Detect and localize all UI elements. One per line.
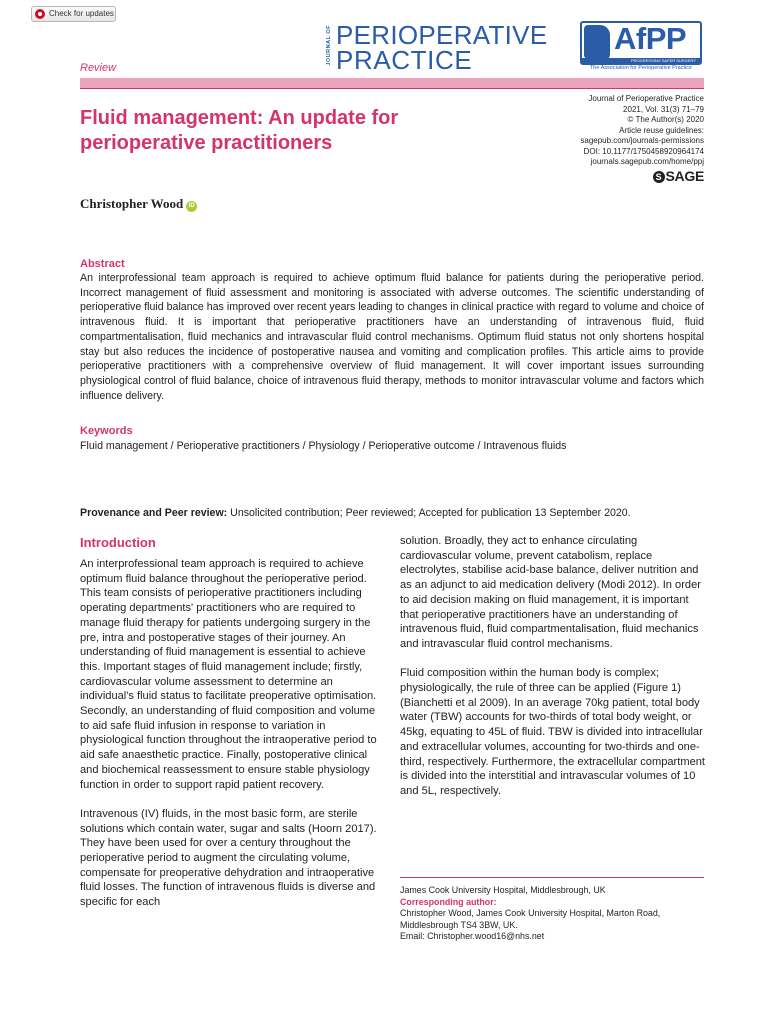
publication-meta: [484, 94, 704, 168]
article-title: Fluid management: An update for perioperative practitioners: [80, 107, 399, 154]
institution: James Cook University Hospital, Middlesbrough, UK: [400, 885, 606, 895]
provenance-label: Provenance and Peer review:: [80, 507, 228, 519]
permissions-link[interactable]: sagepub.com/journals-permissions: [580, 136, 704, 145]
introduction-heading: Introduction: [80, 535, 156, 550]
journal-title-line2: PRACTICE: [336, 45, 473, 75]
provenance-text: Unsolicited contribution; Peer reviewed; Accepted for publication 13 September 2020.: [227, 507, 631, 519]
body-paragraph: solution. Broadly, they act to enhance circulating cardiovascular volume, prevent catabolism, replace electrolytes, stabilise acid-base balance, deliver nutrition and as an adjunct to aid medication delivery (Modi 2012). In order to aid decision making on fluid management, it is important that perioperative practitioners have an understanding of intravenous fluid, fluid compartmentalisation, fluid mechanics and intravascular fluid control mechanisms.: [400, 535, 701, 650]
logo-text: AfPP: [614, 21, 687, 56]
header-bar: [80, 78, 704, 88]
author-name[interactable]: Christopher Wood: [80, 196, 184, 211]
doi-link[interactable]: DOI: 10.1177/1750458920964174: [583, 146, 704, 156]
header-rule: [80, 88, 704, 89]
meta-line: Article reuse guidelines:: [619, 125, 704, 135]
update-icon: [35, 9, 45, 19]
corresponding-address: Middlesbrough TS4 3BW, UK.: [400, 919, 518, 930]
orcid-icon[interactable]: iD: [186, 201, 197, 212]
provenance-statement: [80, 506, 720, 520]
journal-of-label: JOURNAL OF: [326, 25, 332, 66]
sage-icon: S: [653, 171, 665, 183]
logo-head-icon: [584, 25, 610, 59]
body-paragraph: Intravenous (IV) fluids, in the most basic form, are sterile solutions which contain water, sugar and salts (Hoorn 2017). They have been used for over a century throughout the perioperative period to augment the circulating volume, compensate for preoperative dehydration and intraoperative fluid losses. The function of intravenous fluids is diverse and specific for each: [80, 807, 377, 909]
abstract-text: An interprofessional team approach is required to achieve optimum fluid balance for patients during the perioperative period. Incorrect management of fluid assessment and monitoring is associated with adverse outcomes. The scientific understanding of perioperative fluid balance has improved over recent years leading to changes in clinical practice with regard to volume and choice of intravenous fluid. It is important that perioperative practitioners have an understanding of intravenous fluid, fluid compartmentalisation, fluid mechanics and intravascular fluid control mechanisms. Optimum fluid status not only shortens hospital stay but also reduces the incidence of postoperative nausea and vomiting and complication profiles. This article aims to provide perioperative practitioners with a comprehensive overview of fluid management. It will cover important issues surrounding physiological control of fluid balance, choice of intravenous fluid therapy, methods to monitor intravascular volume and factors which influence delivery.: [80, 272, 704, 402]
right-column: [400, 534, 706, 799]
check-for-updates-button[interactable]: [31, 6, 116, 22]
meta-line: © The Author(s) 2020: [627, 115, 704, 124]
keywords-heading: Keywords: [80, 425, 133, 437]
keywords-text: Fluid management / Perioperative practitioners / Physiology / Perioperative outcome / Intravenous fluids: [80, 440, 567, 452]
body-paragraph: An interprofessional team approach is required to achieve optimum fluid balance throughout the perioperative period. This team consists of perioperative practitioners including operating departments' practitioners who are required to manage fluid therapy for patients undergoing surgery in the pre, intra and postoperative stages of their journey. An understanding of fluid management is essential to achieve this. Important stages of fluid management include; firstly, cardiovascular volume assessment to determine an individual's fluid status to facilitate preoperative optimisation. Secondly, an understanding of fluid composition and volume to aid safe fluid infusion in response to variation in physiological function throughout the intraoperative period to aid safe anaesthetic practice. Finally, postoperative clinical and biochemical reassessment to ensure stable physiology function in order to support rapid patient recovery.: [80, 558, 377, 791]
affiliation-rule: [400, 877, 704, 878]
corresponding-label: Corresponding author:: [400, 896, 497, 907]
body-paragraph: Fluid composition within the human body is complex; physiologically, the rule of three can be applied (Figure 1) (Bianchetti et al 2009). In an average 70kg patient, total body water (TBW) accounts for two-thirds of total body weight, or 45kg, equating to 45L of fluid. TBW is divided into intracellular and extracellular volumes, accounting for two-thirds and one-third, respectively. Furthermore, the extracellular compartment is divided into the interstitial and intravascular volumes of 10 and 5L, respectively.: [400, 667, 705, 797]
logo-subtitle: The Association for Perioperative Practice: [589, 65, 693, 71]
journal-title-line1: PERIOPERATIVE: [336, 20, 548, 50]
logo-band: PROGRESSING SAFER SURGERY: [582, 58, 700, 63]
sage-logo: [653, 168, 704, 184]
meta-line: Journal of Perioperative Practice: [588, 94, 704, 103]
abstract-heading: Abstract: [80, 258, 125, 270]
afpp-logo: [580, 21, 702, 71]
author-line: [80, 196, 197, 212]
affiliation-block: [400, 885, 704, 943]
meta-line: 2021, Vol. 31(3) 71–79: [623, 104, 704, 114]
publisher-name: SAGE: [665, 168, 704, 184]
check-for-updates-label: Check for updates: [49, 9, 114, 18]
author-email-link[interactable]: Email: Christopher.wood16@nhs.net: [400, 931, 545, 941]
corresponding-address: Christopher Wood, James Cook University Hospital, Marton Road,: [400, 908, 661, 918]
journal-home-link[interactable]: journals.sagepub.com/home/ppj: [590, 157, 704, 166]
section-label: Review: [80, 62, 117, 74]
left-column: [80, 557, 384, 910]
